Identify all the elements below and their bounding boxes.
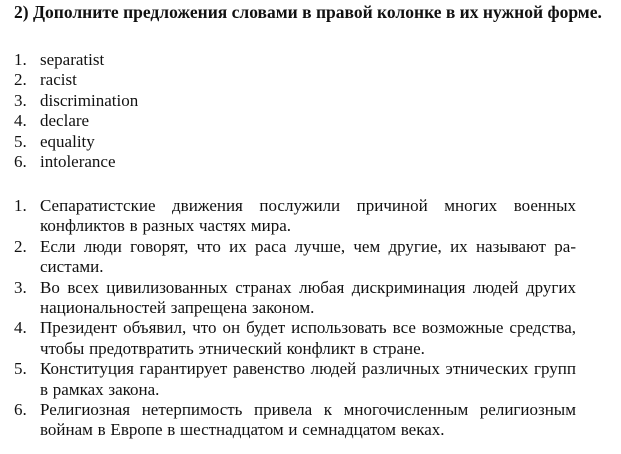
- word-item: [14, 70, 138, 90]
- sentence-number: 4.: [14, 318, 27, 338]
- sentence-item: [14, 400, 576, 441]
- word-text: intolerance: [40, 152, 116, 172]
- sentence-text: Религиозная нетерпимость привела к многочисленным религиозным войнам в Европе в шестнадцатом и семнадцатом веках.: [40, 400, 576, 440]
- word-number: 1.: [14, 50, 27, 69]
- sentence-number: 1.: [14, 196, 27, 215]
- word-item: [14, 111, 138, 131]
- word-number: 3.: [14, 90, 27, 110]
- word-text: equality: [40, 131, 95, 151]
- word-text: separatist: [40, 50, 105, 69]
- sentence-number: 6.: [14, 400, 27, 420]
- sentence-text: Президент объявил, что он будет использовать все возможные средства, чтобы предотвратить этнический конфликт в стране.: [40, 318, 576, 358]
- word-number: 6.: [14, 152, 27, 172]
- sentence-number: 2.: [14, 236, 27, 256]
- sentence-number: 5.: [14, 359, 27, 379]
- word-item: [14, 132, 138, 152]
- word-item: [14, 152, 138, 172]
- sentence-number: 3.: [14, 277, 27, 297]
- sentence-item: [14, 359, 576, 400]
- sentence-item: [14, 318, 576, 359]
- word-text: declare: [40, 111, 90, 131]
- word-number: 2.: [14, 70, 27, 90]
- word-item: [14, 91, 138, 111]
- word-list: [14, 50, 138, 172]
- word-number: 5.: [14, 131, 27, 151]
- word-text: discrimination: [40, 90, 139, 110]
- word-number: 4.: [14, 111, 27, 131]
- word-item: [14, 50, 138, 70]
- word-text: racist: [40, 70, 77, 90]
- sentence-item: [14, 237, 576, 278]
- task-heading: 2) Дополните предложения словами в правой колонке в их нужной форме.: [14, 2, 602, 22]
- sentence-text: Сепаратистские движения послужили причиной многих военных конфликтов в разных частях мира.: [40, 196, 576, 236]
- sentence-text: Во всех цивилизованных странах любая дискриминация людей других национальностей запрещена законом.: [40, 277, 576, 318]
- sentence-text: Конституция гарантирует равенство людей различных этнических групп в рамках закона.: [40, 359, 576, 399]
- sentence-text: Если люди говорят, что их раса лучше, чем другие, их называют расистами.: [40, 236, 576, 277]
- sentence-item: [14, 278, 576, 319]
- sentence-item: [14, 196, 576, 237]
- sentence-list: [14, 196, 576, 441]
